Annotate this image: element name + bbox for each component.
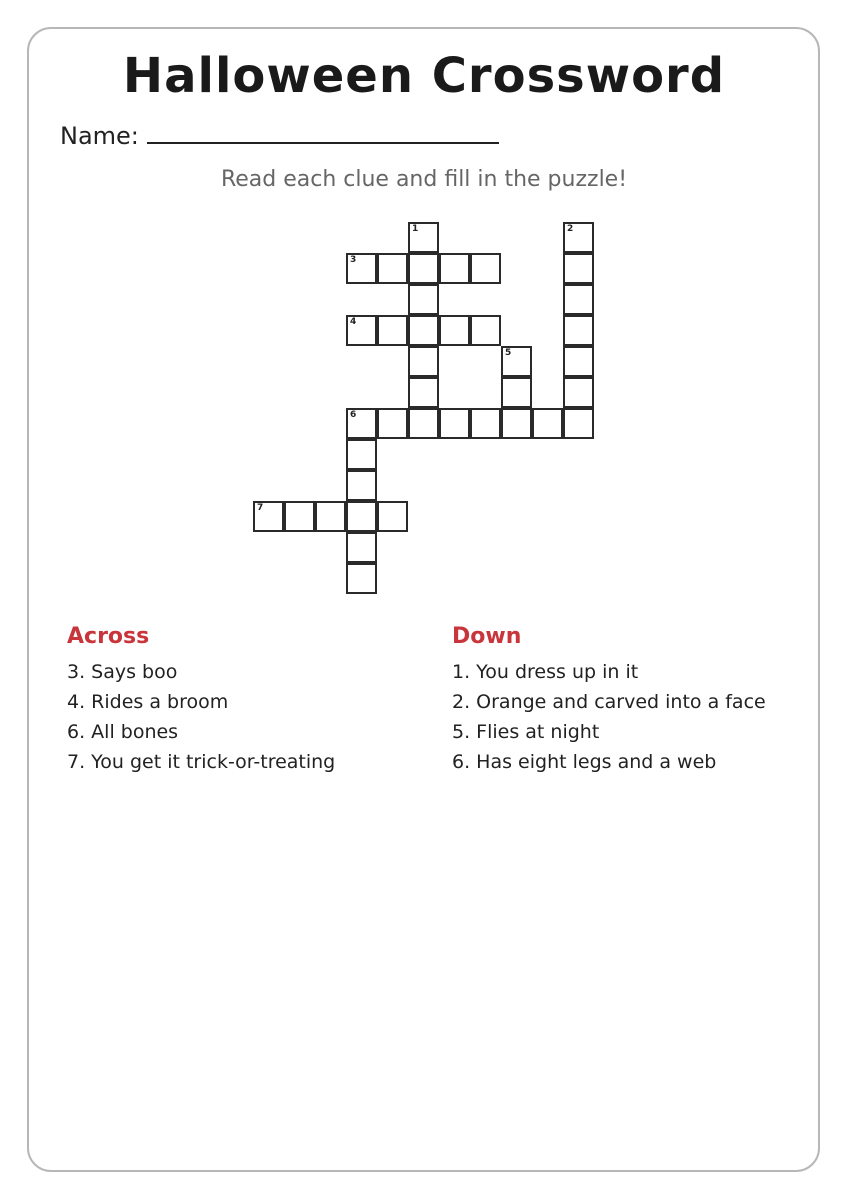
grid-cell[interactable] <box>470 253 501 284</box>
name-label: Name: <box>60 122 139 150</box>
grid-cell[interactable] <box>408 222 439 253</box>
clue-number: 2 <box>567 224 574 234</box>
grid-cell[interactable] <box>346 470 377 501</box>
grid-cell[interactable] <box>346 501 377 532</box>
grid-cell[interactable] <box>563 222 594 253</box>
grid-cell[interactable] <box>563 253 594 284</box>
across-clue: 4. Rides a broom <box>67 691 229 713</box>
clue-number: 6 <box>350 410 357 420</box>
grid-cell[interactable] <box>563 284 594 315</box>
grid-cell[interactable] <box>346 439 377 470</box>
name-field[interactable] <box>60 118 499 150</box>
grid-cell[interactable] <box>408 377 439 408</box>
across-clues <box>67 624 335 777</box>
grid-cell[interactable] <box>408 315 439 346</box>
grid-cell[interactable] <box>439 315 470 346</box>
grid-cell[interactable] <box>439 253 470 284</box>
grid-cell[interactable] <box>346 532 377 563</box>
grid-cell[interactable] <box>284 501 315 532</box>
grid-cell[interactable] <box>563 315 594 346</box>
grid-cell[interactable] <box>470 315 501 346</box>
across-clue: 7. You get it trick-or-treating <box>67 751 336 773</box>
grid-cell[interactable] <box>563 346 594 377</box>
grid-cell[interactable] <box>315 501 346 532</box>
grid-cell[interactable] <box>501 346 532 377</box>
clue-number: 1 <box>412 224 419 234</box>
across-heading: Across <box>67 624 150 649</box>
grid-cell[interactable] <box>377 408 408 439</box>
grid-cell[interactable] <box>253 501 284 532</box>
clue-number: 3 <box>350 255 357 265</box>
across-clue: 6. All bones <box>67 721 179 743</box>
grid-cell[interactable] <box>439 408 470 439</box>
grid-cell[interactable] <box>470 408 501 439</box>
grid-cell[interactable] <box>408 408 439 439</box>
worksheet-title: Halloween Crossword <box>122 48 726 104</box>
grid-cell[interactable] <box>377 253 408 284</box>
down-clue: 5. Flies at night <box>452 721 600 743</box>
grid-cell[interactable] <box>501 408 532 439</box>
down-clue: 6. Has eight legs and a web <box>452 751 717 773</box>
grid-cell[interactable] <box>563 377 594 408</box>
grid-cell[interactable] <box>408 253 439 284</box>
instructions: Read each clue and fill in the puzzle! <box>220 167 628 192</box>
clue-number: 7 <box>257 503 264 513</box>
grid-cell[interactable] <box>377 501 408 532</box>
down-heading: Down <box>452 624 522 649</box>
grid-cell[interactable] <box>501 377 532 408</box>
grid-cell[interactable] <box>532 408 563 439</box>
grid-cell[interactable] <box>408 346 439 377</box>
grid-cell[interactable] <box>346 563 377 594</box>
clue-number: 5 <box>505 348 512 358</box>
across-clue: 3. Says boo <box>67 661 178 683</box>
name-blank-line[interactable] <box>147 118 499 144</box>
grid-cell[interactable] <box>346 408 377 439</box>
page-border <box>27 27 820 1172</box>
down-clues <box>452 624 766 777</box>
grid-cell[interactable] <box>346 253 377 284</box>
grid-cell[interactable] <box>408 284 439 315</box>
down-clue: 2. Orange and carved into a face <box>452 691 766 713</box>
grid-cell[interactable] <box>346 315 377 346</box>
grid-cell[interactable] <box>563 408 594 439</box>
grid-cell[interactable] <box>377 315 408 346</box>
down-clue: 1. You dress up in it <box>452 661 639 683</box>
clue-number: 4 <box>350 317 357 327</box>
